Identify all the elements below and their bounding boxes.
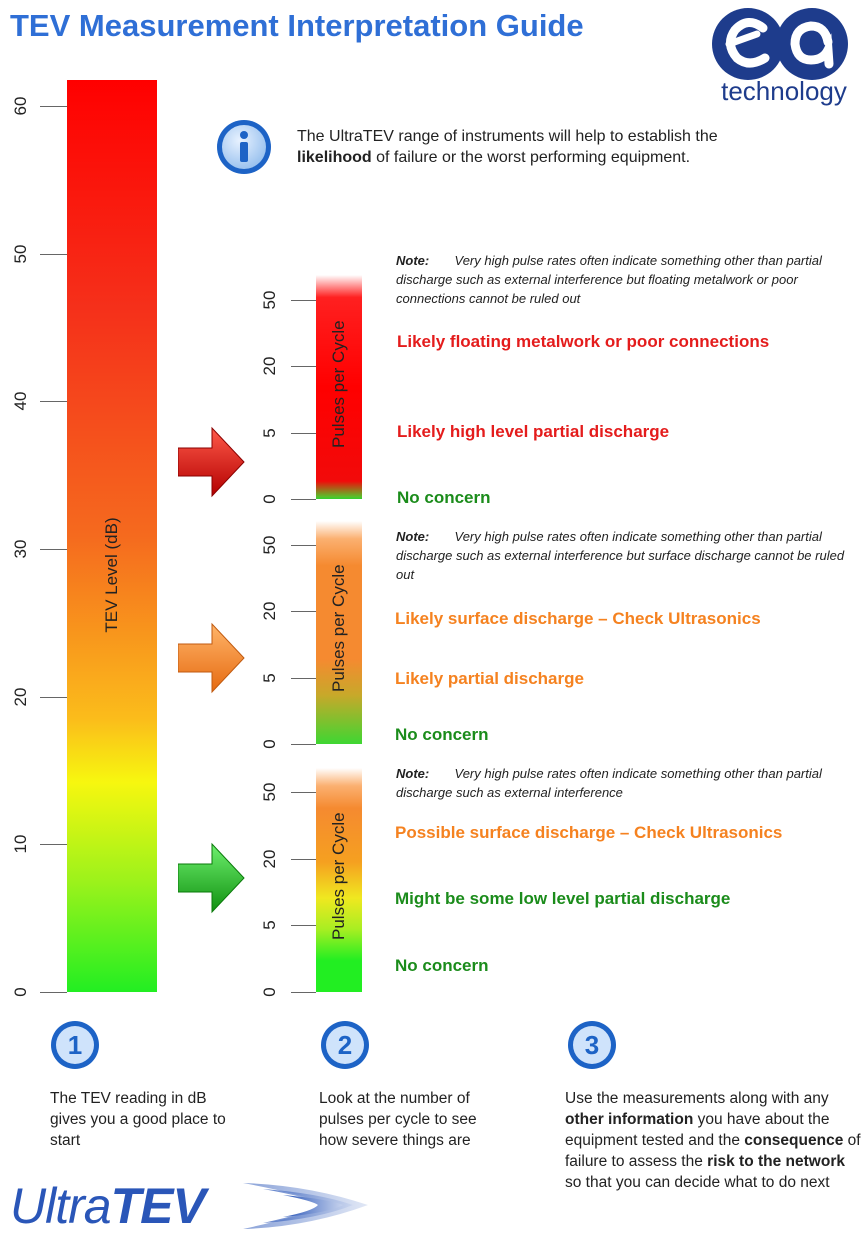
tev-tick-label: 60: [11, 96, 30, 116]
tev-tick-line: [40, 549, 67, 550]
pulse-tick-line: [291, 859, 316, 860]
pulse-tick-label: 0: [260, 987, 279, 997]
pulse-tick-label: 5: [260, 673, 279, 683]
step-3-text: [565, 1088, 861, 1193]
pulse-tick-line: [291, 433, 316, 434]
pulse-tick-line: [291, 992, 316, 993]
tev-tick-label: 10: [11, 834, 30, 854]
pulse-tick-line: [291, 366, 316, 367]
step-number: 1: [67, 1030, 83, 1060]
tev-tick-label: 0: [11, 987, 30, 997]
step-3-part: you have about the equipment tested and the: [565, 1111, 830, 1149]
pulse-tick-label: 0: [260, 494, 279, 504]
step-1-icon: [50, 1020, 100, 1070]
svg-text:UltraTEV: [10, 1178, 209, 1234]
level-text: Likely high level partial discharge: [397, 422, 670, 441]
tev-axis-title: TEV Level (dB): [102, 517, 121, 633]
pulse-tick-label: 5: [260, 428, 279, 438]
level-text: Likely floating metalwork or poor connections: [397, 332, 770, 351]
step-2-icon: [320, 1020, 370, 1070]
pulse-tick-line: [291, 925, 316, 926]
note-red: [396, 251, 851, 308]
step-3-bold: risk to the network: [707, 1153, 845, 1170]
note-text: Very high pulse rates often indicate something other than partial discharge such as external interference but surface discharge cannot be ruled out: [396, 529, 845, 582]
pulse-tick-line: [291, 678, 316, 679]
level-text: No concern: [395, 956, 489, 975]
ultratev-logo: [8, 1165, 378, 1245]
pulse-tick-line: [291, 611, 316, 612]
red-arrow-icon: [178, 426, 246, 498]
note-label: Note:: [396, 529, 430, 544]
step-2-text: Look at the number of pulses per cycle to see how severe things are: [319, 1090, 477, 1149]
pulse-tick-line: [291, 545, 316, 546]
tev-tick-label: 50: [11, 244, 30, 264]
note-label: Note:: [396, 253, 430, 268]
info-text-part1: The UltraTEV range of instruments will help to establish the: [297, 128, 718, 145]
step-number: 2: [337, 1030, 353, 1060]
green-arrow-icon: [178, 842, 246, 914]
pulse-tick-label: 50: [260, 290, 279, 310]
tev-tick-line: [40, 697, 67, 698]
step-3-bold: consequence: [744, 1132, 844, 1149]
tev-tick-line: [40, 254, 67, 255]
step-3-part: so that you can decide what to do next: [565, 1174, 830, 1191]
pulse-tick-line: [291, 792, 316, 793]
note-text: Very high pulse rates often indicate something other than partial discharge such as external interference but floating metalwork or poor connections cannot be ruled out: [396, 253, 822, 306]
level-text: No concern: [395, 725, 489, 744]
info-text-part2: of failure or the worst performing equipment.: [376, 149, 691, 166]
pulse-tick-line: [291, 744, 316, 745]
tev-tick-label: 40: [11, 391, 30, 411]
step-number: 3: [584, 1030, 600, 1060]
pulse-tick-label: 0: [260, 739, 279, 749]
orange-arrow-icon: [178, 622, 246, 694]
level-text: Might be some low level partial discharge: [395, 889, 731, 908]
pulse-tick-label: 20: [260, 601, 279, 621]
pulse-axis-title: Pulses per Cycle: [329, 564, 348, 692]
step-3-icon: [567, 1020, 617, 1070]
pulse-axis-title: Pulses per Cycle: [329, 812, 348, 940]
note-orange: [396, 527, 851, 584]
level-text: No concern: [397, 488, 491, 507]
page-title: TEV Measurement Interpretation Guide: [10, 8, 584, 43]
step-3-part: Use the measurements along with any: [565, 1090, 829, 1107]
logo-circle-right: [776, 8, 848, 80]
level-text: Likely surface discharge – Check Ultrasonics: [395, 609, 761, 628]
pulse-tick-line: [291, 499, 316, 500]
step-3-part: of failure to assess the: [565, 1132, 861, 1170]
pulse-axis-title: Pulses per Cycle: [329, 320, 348, 448]
info-icon: [215, 118, 273, 176]
note-text: Very high pulse rates often indicate something other than partial discharge such as external interference: [396, 766, 822, 800]
logo-text: technology: [721, 76, 847, 106]
pulse-tick-line: [291, 300, 316, 301]
pulse-tick-label: 50: [260, 535, 279, 555]
step-1-text: The TEV reading in dB gives you a good place to start: [50, 1090, 226, 1149]
step-3-bold: other information: [565, 1111, 694, 1128]
tev-tick-line: [40, 844, 67, 845]
ea-technology-logo: [705, 2, 855, 106]
tev-tick-line: [40, 992, 67, 993]
info-text-bold: likelihood: [297, 149, 372, 166]
note-label: Note:: [396, 766, 430, 781]
brand-tev: TEV: [110, 1178, 205, 1234]
brand-ultra: Ultra: [10, 1178, 111, 1234]
pulse-tick-label: 50: [260, 782, 279, 802]
level-text: Likely partial discharge: [395, 669, 584, 688]
tev-tick-label: 20: [11, 687, 30, 707]
note-green: [396, 764, 851, 802]
pulse-tick-label: 20: [260, 356, 279, 376]
info-text: [297, 126, 777, 168]
tev-tick-label: 30: [11, 539, 30, 559]
pulse-tick-label: 20: [260, 849, 279, 869]
tev-tick-line: [40, 106, 67, 107]
pulse-tick-label: 5: [260, 920, 279, 930]
tev-tick-line: [40, 401, 67, 402]
level-text: Possible surface discharge – Check Ultrasonics: [395, 823, 783, 842]
